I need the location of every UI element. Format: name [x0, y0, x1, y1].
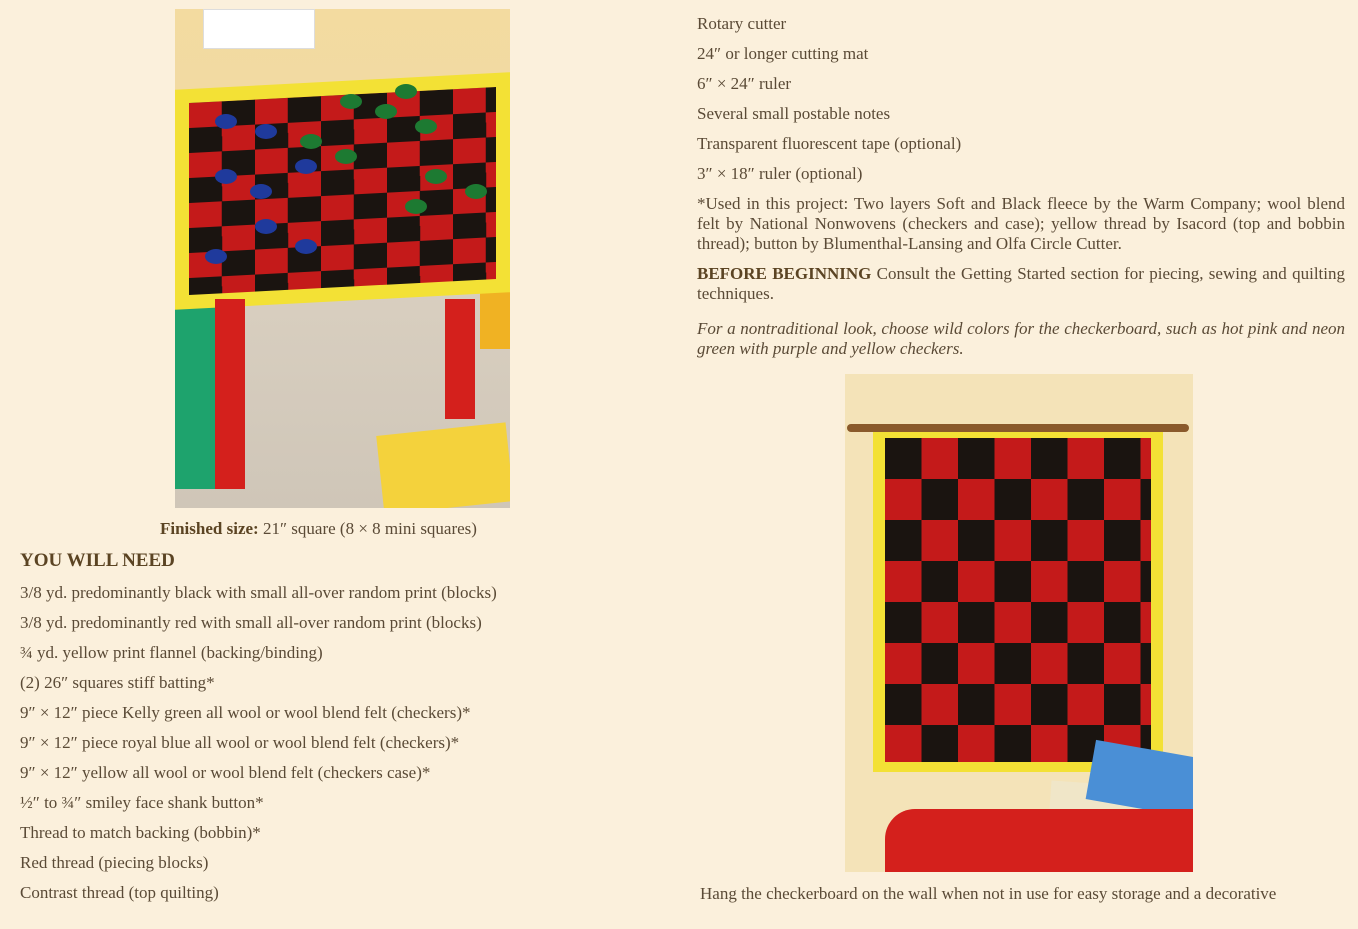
- checkerboard-table-photo: [175, 9, 510, 508]
- you-will-need-heading: YOU WILL NEED: [20, 550, 175, 571]
- checkerboard: [175, 72, 510, 310]
- before-beginning-text: Consult the Getting Started section for piecing, sewing and quilting techniques.: [697, 264, 1345, 303]
- checker-piece: [255, 124, 277, 139]
- book: [376, 422, 510, 508]
- checker-piece: [300, 134, 322, 149]
- hanging-rod: [847, 424, 1189, 432]
- supply-item: Several small postable notes: [697, 104, 891, 123]
- supply-item: 3″ × 18″ ruler (optional): [697, 164, 863, 183]
- right-text-column: [697, 14, 1345, 369]
- checker-piece: [255, 219, 277, 234]
- supply-item: Rotary cutter: [697, 14, 787, 33]
- checker-piece: [405, 199, 427, 214]
- hanging-quilt: [873, 428, 1163, 772]
- supply-item: Thread to match backing (bobbin)*: [20, 823, 261, 842]
- checker-piece: [425, 169, 447, 184]
- checker-piece: [395, 84, 417, 99]
- checker-piece: [205, 249, 227, 264]
- supply-item: Red thread (piecing blocks): [20, 853, 209, 872]
- supply-item: 9″ × 12″ yellow all wool or wool blend felt (checkers case)*: [20, 763, 431, 782]
- supply-item: ¾ yd. yellow print flannel (backing/binding): [20, 643, 323, 662]
- checker-piece: [250, 184, 272, 199]
- checker-piece: [465, 184, 487, 199]
- supply-item: 3/8 yd. predominantly black with small all-over random print (blocks): [20, 583, 497, 602]
- finished-size-caption: [160, 519, 477, 539]
- checker-piece: [340, 94, 362, 109]
- supply-item: 9″ × 12″ piece Kelly green all wool or wool blend felt (checkers)*: [20, 703, 471, 722]
- supply-item: Transparent fluorescent tape (optional): [697, 134, 962, 153]
- supply-item: 9″ × 12″ piece royal blue all wool or wool blend felt (checkers)*: [20, 733, 460, 752]
- supply-item: Contrast thread (top quilting): [20, 883, 219, 902]
- checker-piece: [415, 119, 437, 134]
- supply-item: (2) 26″ squares stiff batting*: [20, 673, 215, 692]
- supply-item: ½″ to ¾″ smiley face shank button*: [20, 793, 264, 812]
- tip-paragraph: For a nontraditional look, choose wild colors for the checkerboard, such as hot pink and neon green with purple and yellow checkers.: [697, 319, 1345, 358]
- checker-piece: [335, 149, 357, 164]
- table-leg: [215, 299, 245, 489]
- caption-label: Finished size:: [160, 519, 259, 538]
- before-beginning-label: BEFORE BEGINNING: [697, 264, 872, 283]
- supply-list-continued: [697, 14, 1345, 194]
- supply-item: 24″ or longer cutting mat: [697, 44, 869, 63]
- checker-piece: [375, 104, 397, 119]
- used-in-project-note: *Used in this project: Two layers Soft and Black fleece by the Warm Company; wool blend felt by National Nonwovens (checkers and case); yellow thread by Isacord (top and bobbin thread); button by Blumenthal-Lansing and Olfa Circle Cutter.: [697, 194, 1345, 253]
- supply-item: 3/8 yd. predominantly red with small all-over random print (blocks): [20, 613, 482, 632]
- red-table: [885, 809, 1193, 872]
- supply-item: 6″ × 24″ ruler: [697, 74, 792, 93]
- table-leg: [445, 299, 475, 419]
- checker-piece: [215, 114, 237, 129]
- checkerboard-wall-photo: [845, 374, 1193, 872]
- checker-piece: [215, 169, 237, 184]
- before-beginning-paragraph: [697, 264, 1345, 304]
- caption-text: 21″ square (8 × 8 mini squares): [258, 519, 477, 538]
- wall-photo-caption: Hang the checkerboard on the wall when not in use for easy storage and a decorative: [700, 884, 1277, 903]
- checker-piece: [295, 159, 317, 174]
- wall-drawing: [203, 9, 315, 49]
- checker-piece: [295, 239, 317, 254]
